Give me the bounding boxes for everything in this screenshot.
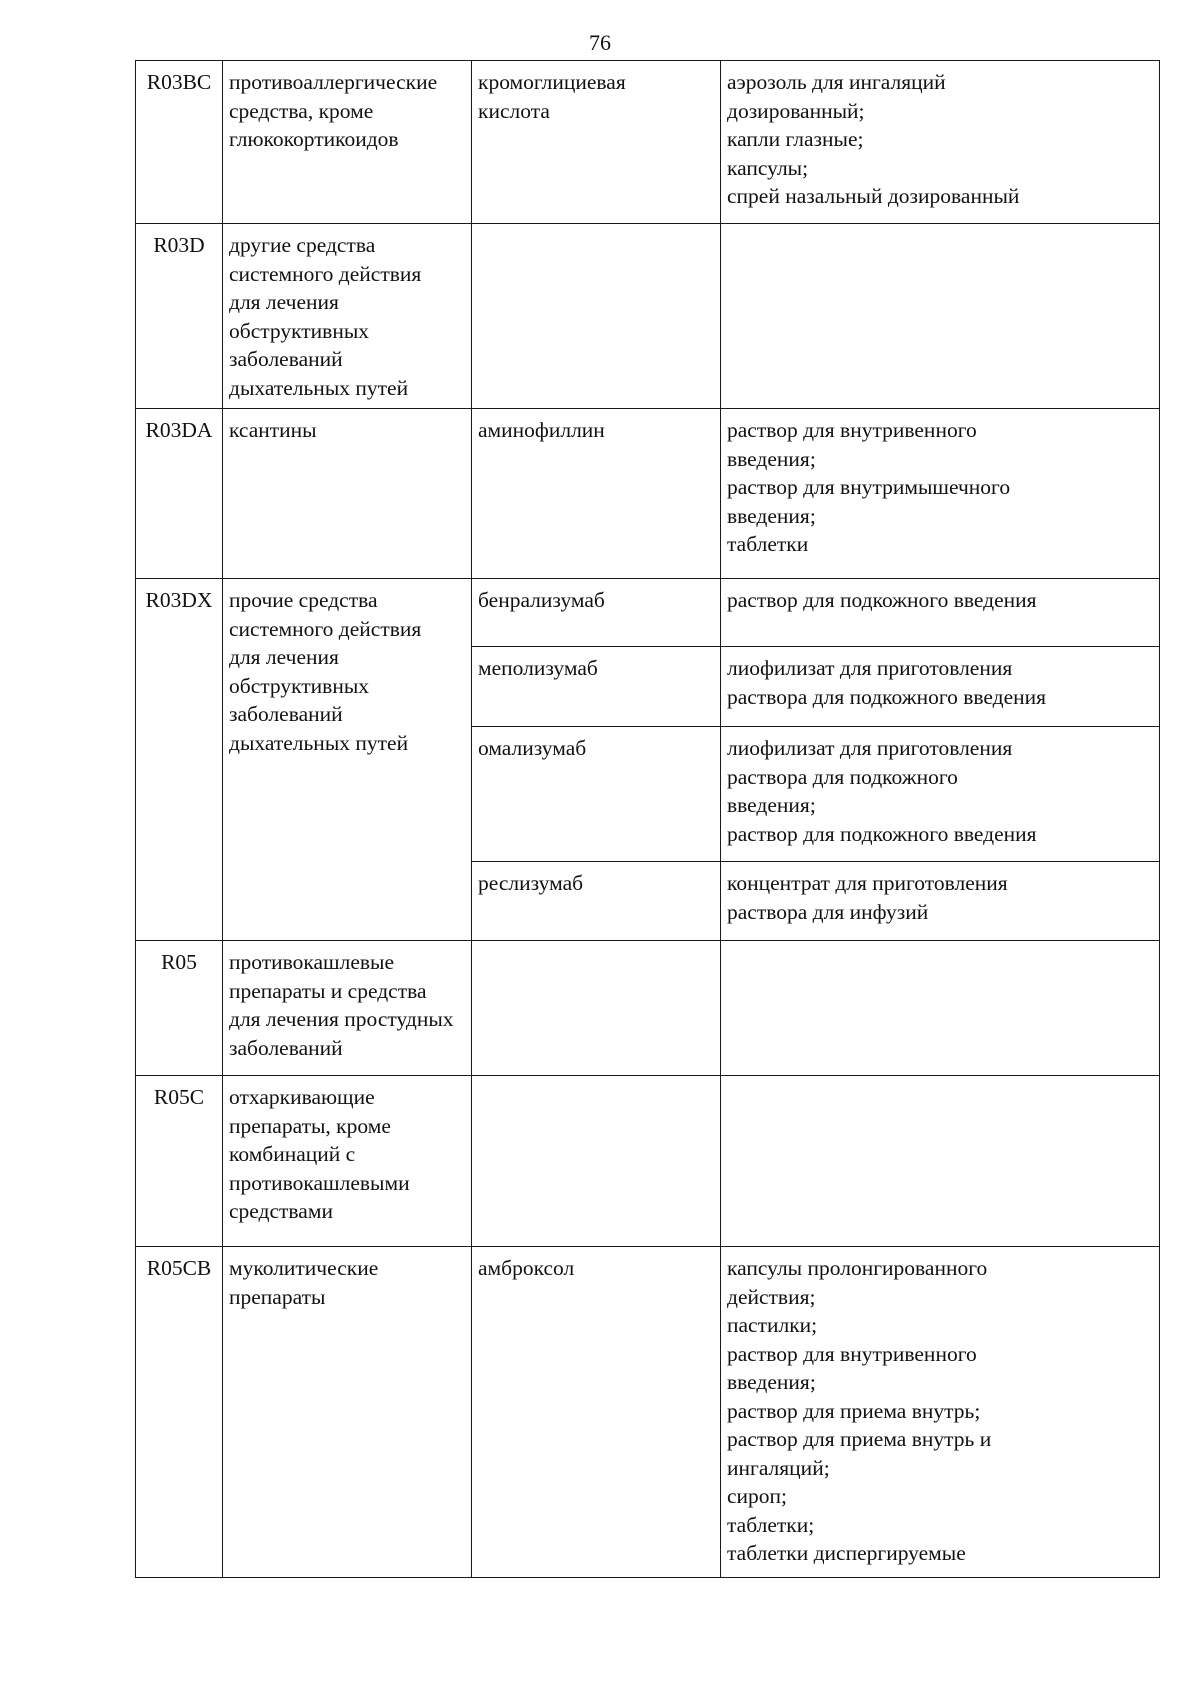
- drug-name-cell: амброксол: [472, 1247, 721, 1578]
- table-row: [136, 409, 1160, 579]
- dosage-forms-cell: раствор для подкожного введения: [721, 579, 1160, 647]
- group-name-cell: ксантины: [223, 409, 472, 579]
- drug-name-cell: меполизумаб: [472, 647, 721, 727]
- table-row: [136, 61, 1160, 224]
- drug-name-cell: омализумаб: [472, 727, 721, 862]
- table-row: [136, 1076, 1160, 1247]
- table-row: [136, 1247, 1160, 1578]
- page-number: 76: [589, 30, 611, 55]
- drug-name-cell: реслизумаб: [472, 862, 721, 941]
- dosage-forms-cell: [721, 224, 1160, 409]
- dosage-forms-cell: раствор для внутривенного введения; раствор для внутримышечного введения; таблетки: [721, 409, 1160, 579]
- drug-name-cell: [472, 1076, 721, 1247]
- dosage-forms-cell: концентрат для приготовления раствора для инфузий: [721, 862, 1160, 941]
- atc-code-cell: R03DX: [136, 579, 223, 941]
- dosage-forms-cell: лиофилизат для приготовления раствора для подкожного введения: [721, 647, 1160, 727]
- atc-code-cell: R03BC: [136, 61, 223, 224]
- atc-code-cell: R03DA: [136, 409, 223, 579]
- group-name-cell: прочие средства системного действия для лечения обструктивных заболеваний дыхательных путей: [223, 579, 472, 941]
- drug-name-cell: аминофиллин: [472, 409, 721, 579]
- group-name-cell: муколитические препараты: [223, 1247, 472, 1578]
- table-row: [136, 941, 1160, 1076]
- group-name-cell: противоаллергические средства, кроме глюкокортикоидов: [223, 61, 472, 224]
- medicines-table: [135, 60, 1160, 1578]
- table-row: [136, 579, 1160, 647]
- group-name-cell: отхаркивающие препараты, кроме комбинаций с противокашлевыми средствами: [223, 1076, 472, 1247]
- drug-name-cell: бенрализумаб: [472, 579, 721, 647]
- dosage-forms-cell: [721, 941, 1160, 1076]
- table-body: [136, 61, 1160, 1578]
- drug-name-cell: [472, 941, 721, 1076]
- drug-name-cell: [472, 224, 721, 409]
- dosage-forms-cell: [721, 1076, 1160, 1247]
- group-name-cell: противокашлевые препараты и средства для лечения простудных заболеваний: [223, 941, 472, 1076]
- drug-name-cell: кромоглициевая кислота: [472, 61, 721, 224]
- table-row: [136, 224, 1160, 409]
- dosage-forms-cell: аэрозоль для ингаляций дозированный; капли глазные; капсулы; спрей назальный дозированный: [721, 61, 1160, 224]
- atc-code-cell: R05CB: [136, 1247, 223, 1578]
- atc-code-cell: R05C: [136, 1076, 223, 1247]
- atc-code-cell: R05: [136, 941, 223, 1076]
- dosage-forms-cell: капсулы пролонгированного действия; пастилки; раствор для внутривенного введения; раствор для приема внутрь; раствор для приема внутрь и ингаляций; сироп; таблетки; таблетки диспергируемые: [721, 1247, 1160, 1578]
- group-name-cell: другие средства системного действия для лечения обструктивных заболеваний дыхательных путей: [223, 224, 472, 409]
- atc-code-cell: R03D: [136, 224, 223, 409]
- dosage-forms-cell: лиофилизат для приготовления раствора для подкожного введения; раствор для подкожного введения: [721, 727, 1160, 862]
